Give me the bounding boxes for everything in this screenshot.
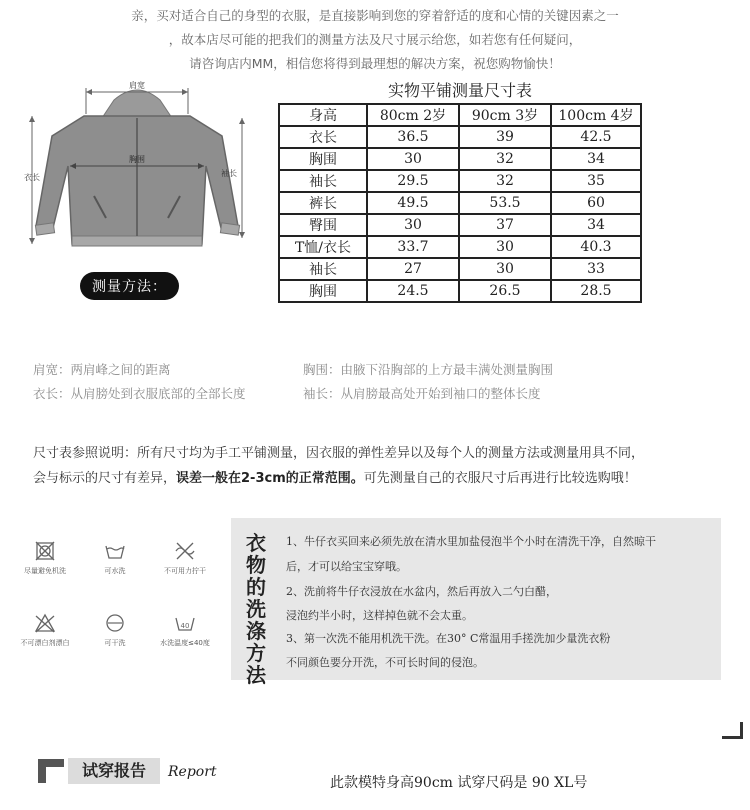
hand-wash-icon xyxy=(104,540,126,562)
sleeve-label: 袖长 xyxy=(221,169,237,178)
table-row xyxy=(279,126,641,148)
table-cell: 39 xyxy=(459,126,551,148)
care-icon-item xyxy=(150,612,220,648)
size-table-title: 实物平铺测量尺寸表 xyxy=(387,81,532,100)
no-bleach-icon xyxy=(34,612,56,634)
definitions-left xyxy=(33,358,246,406)
care-instructions xyxy=(231,518,721,687)
definitions-right xyxy=(303,358,553,406)
care-icon-label: 尽量避免机洗 xyxy=(24,567,66,575)
table-row xyxy=(279,280,641,302)
table-row xyxy=(279,214,641,236)
table-row xyxy=(279,148,641,170)
length-label: 衣长 xyxy=(24,173,40,182)
row-label: 胸围 xyxy=(279,280,367,302)
report-label: 试穿报告 xyxy=(68,758,160,784)
table-row xyxy=(279,236,641,258)
dry-clean-icon xyxy=(104,612,126,634)
table-cell: 30 xyxy=(459,258,551,280)
care-line: 不同颜色要分开洗，不可长时间的侵泡。 xyxy=(286,656,484,669)
table-cell: 26.5 xyxy=(459,280,551,302)
intro-line-2: ，故本店尽可能的把我们的测量方法及尺寸展示给您，如若您有任何疑问， xyxy=(168,32,582,47)
table-cell: 33 xyxy=(551,258,641,280)
model-info: 此款模特身高90cm 试穿尺码是 90 XL号 xyxy=(330,775,588,791)
care-icon-label: 不可用力拧干 xyxy=(164,567,206,575)
table-row xyxy=(279,258,641,280)
table-row xyxy=(279,170,641,192)
header-cell: 100cm 4岁 xyxy=(551,104,641,126)
intro-line-3: 请咨询店内MM，相信您将得到最理想的解决方案，祝您购物愉快！ xyxy=(189,56,561,71)
header-cell: 身高 xyxy=(279,104,367,126)
care-line: 后，才可以给宝宝穿哦。 xyxy=(286,560,407,573)
care-icon-label: 水洗温度≤40度 xyxy=(160,639,210,647)
care-icons xyxy=(10,540,222,670)
care-icon-item xyxy=(80,540,150,576)
wash-temperature-icon xyxy=(174,612,196,634)
table-cell: 32 xyxy=(459,148,551,170)
size-note xyxy=(33,441,723,491)
table-cell: 29.5 xyxy=(367,170,459,192)
table-cell: 32 xyxy=(459,170,551,192)
shoulder-label: 肩宽 xyxy=(129,81,145,90)
report-mark-icon xyxy=(38,759,64,783)
size-note-line-1 xyxy=(33,441,723,466)
care-icon-item xyxy=(10,612,80,648)
header-cell: 80cm 2岁 xyxy=(367,104,459,126)
row-label: 衣长 xyxy=(279,126,367,148)
table-cell: 33.7 xyxy=(367,236,459,258)
care-icon-label: 不可漂白剂漂白 xyxy=(20,639,70,647)
table-cell: 34 xyxy=(551,214,641,236)
table-row xyxy=(279,192,641,214)
care-line: 3、第一次洗不能用机洗干洗。在30° C常温用手搓洗加少量洗衣粉 xyxy=(286,632,611,645)
chest-definition: 胸围：由腋下沿胸部的上方最丰满处测量胸围 xyxy=(303,362,554,377)
shoulder-definition: 肩宽：两肩峰之间的距离 xyxy=(33,362,171,377)
table-cell: 40.3 xyxy=(551,236,641,258)
chest-label: 胸围 xyxy=(129,155,145,164)
table-cell: 53.5 xyxy=(459,192,551,214)
table-cell: 42.5 xyxy=(551,126,641,148)
row-label: 胸围 xyxy=(279,148,367,170)
table-cell: 28.5 xyxy=(551,280,641,302)
care-title: 衣物的洗涤方法 xyxy=(246,531,266,687)
sleeve-definition: 袖长：从肩膀最高处开始到袖口的整体长度 xyxy=(303,386,541,401)
intro-line-1: 亲，买对适合自己的身型的衣服，是直接影响到您的穿着舒适的度和心情的关键因素之一 xyxy=(131,8,619,23)
care-icon-item xyxy=(150,540,220,576)
no-wring-icon xyxy=(174,540,196,562)
size-note-prefix: 尺寸表参照说明： xyxy=(33,446,138,461)
report-english-label: Report xyxy=(168,764,217,780)
table-cell: 24.5 xyxy=(367,280,459,302)
care-icon-label: 可水洗 xyxy=(104,567,126,575)
row-label: 袖长 xyxy=(279,258,367,280)
table-cell: 37 xyxy=(459,214,551,236)
corner-mark xyxy=(722,722,743,739)
size-table xyxy=(278,103,642,303)
size-note-text: 会与标示的尺寸有差异， xyxy=(33,471,177,486)
table-cell: 30 xyxy=(459,236,551,258)
size-note-line-2 xyxy=(33,466,723,491)
table-cell: 35 xyxy=(551,170,641,192)
size-note-text: 可先测量自己的衣服尺寸后再进行比较选购哦！ xyxy=(363,471,637,486)
size-note-text: 所有尺寸均为手工平铺测量，因衣服的弹性差异以及每个人的测量方法或测量用具不同， xyxy=(137,446,645,461)
size-note-emphasis: 误差一般在2-3cm的正常范围。 xyxy=(176,471,364,486)
care-icon-item xyxy=(80,612,150,648)
table-cell: 27 xyxy=(367,258,459,280)
table-cell: 30 xyxy=(367,148,459,170)
measure-method-label: 测量方法： xyxy=(80,272,179,300)
wash-temperature-value: 40 xyxy=(180,622,190,630)
care-icon-item xyxy=(10,540,80,576)
row-label: T恤/衣长 xyxy=(279,236,367,258)
row-label: 裤长 xyxy=(279,192,367,214)
no-tumble-dry-icon xyxy=(34,540,56,562)
care-line: 2、洗前将牛仔衣浸放在水盆内，然后再放入二勺白醋， xyxy=(286,585,557,598)
table-cell: 30 xyxy=(367,214,459,236)
table-cell: 60 xyxy=(551,192,641,214)
table-header-row xyxy=(279,104,641,126)
length-definition: 衣长：从肩膀处到衣服底部的全部长度 xyxy=(33,386,246,401)
table-cell: 34 xyxy=(551,148,641,170)
care-line: 浸泡约半小时，这样掉色就不会太重。 xyxy=(286,609,473,622)
intro-text xyxy=(0,4,750,76)
care-icon-label: 可干洗 xyxy=(104,639,126,647)
table-cell: 36.5 xyxy=(367,126,459,148)
care-line: 1、牛仔衣买回来必须先放在清水里加盐侵泡半个小时在清洗干净，自然晾干 xyxy=(286,535,656,548)
row-label: 臀围 xyxy=(279,214,367,236)
table-cell: 49.5 xyxy=(367,192,459,214)
header-cell: 90cm 3岁 xyxy=(459,104,551,126)
row-label: 袖长 xyxy=(279,170,367,192)
